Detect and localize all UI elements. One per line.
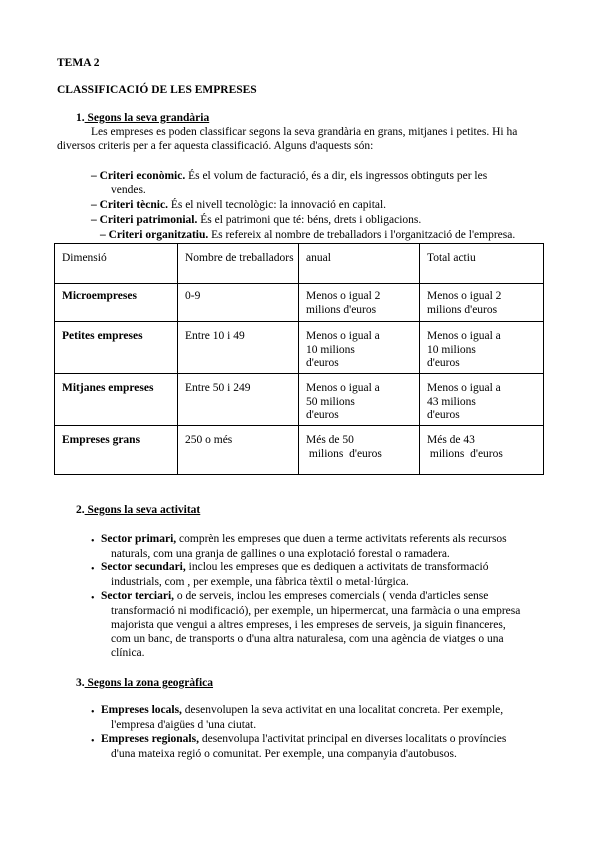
table-cell-actiu <box>420 426 544 475</box>
cell-line: Menos o igual a <box>427 382 501 394</box>
item-text: inclou les empreses que es dediquen a activitats de transformació <box>185 561 489 573</box>
item-text: o de serveis, inclou les empreses comercials ( venda d'articles sense <box>174 590 489 602</box>
table-cell-actiu <box>420 374 544 426</box>
criterion-term: Criteri tècnic. <box>99 199 168 211</box>
item-text: desenvolupa l'activitat principal en diverses localitats o províncies <box>198 733 507 745</box>
table-row <box>55 284 544 322</box>
table-header-cell: anual <box>299 244 420 284</box>
item-text-cont: l'empresa d'aigües d 'una ciutat. <box>111 719 257 731</box>
item-text-cont: transformació ni modificació), per exemple, un hipermercat, una farmàcia o una empresa <box>111 605 521 617</box>
criterion-text: Es refereix al nombre de treballadors i l'organització de l'empresa. <box>208 229 516 241</box>
bullet-icon: • <box>91 536 95 547</box>
item-term: Empreses regionals, <box>101 733 199 745</box>
cell-line: milions d'euros <box>427 447 503 460</box>
section3-title: Segons la zona geogràfica <box>84 677 214 689</box>
criterion-organizational <box>100 229 515 243</box>
table-cell-actiu <box>420 322 544 374</box>
table-header-cell: Nombre de treballadors <box>178 244 299 284</box>
criterion-dash: – <box>91 199 97 211</box>
bullet-icon: • <box>91 593 95 604</box>
criterion-dash: – <box>91 170 97 182</box>
cell-line: Menos o igual 2 <box>306 290 381 302</box>
criterion-text: És el nivell tecnològic: la innovació en capital. <box>167 199 387 211</box>
cell-line: 43 milions <box>427 395 476 408</box>
table-cell-workers: 0-9 <box>178 284 299 322</box>
section2-title: Segons la seva activitat <box>84 504 201 516</box>
cell-line: 10 milions <box>427 343 476 356</box>
table-cell-actiu <box>420 284 544 322</box>
table-row <box>55 426 544 475</box>
table-header-cell: Dimensió <box>55 244 178 284</box>
tema-label: TEMA 2 <box>57 57 100 69</box>
section1-intro-line2: diversos criteris per a fer aquesta classificació. Alguns d'aquests són: <box>57 140 374 152</box>
item-text-cont: industrials, com , per exemple, una fàbrica tèxtil o metal·lúrgica. <box>111 576 409 588</box>
table-cell-dimension: Mitjanes empreses <box>55 374 178 426</box>
section3-heading <box>76 677 213 691</box>
cell-line: 10 milions <box>306 343 355 356</box>
section3-number: 3. <box>76 677 85 689</box>
criterion-technical <box>91 199 386 213</box>
list-item <box>101 561 489 575</box>
section1-title: Segons la seva grandària <box>84 112 210 124</box>
cell-line: Menos o igual 2 <box>427 290 502 302</box>
section1-intro-line1: Les empreses es poden classificar segons la seva grandària en grans, mitjanes i petites. Hi ha <box>91 126 518 138</box>
item-text: comprèn les empreses que duen a terme activitats referents als recursos <box>176 533 507 545</box>
criterion-economic-cont: vendes. <box>111 184 146 196</box>
section2-number: 2. <box>76 504 85 516</box>
item-text-cont: majorista que vengui a altres empreses, i les empreses de serveis, ja siguin financeres, <box>111 619 506 631</box>
item-text-cont: com un banc, de transports o d'una altra naturalesa, com una agència de viatges o una <box>111 633 504 645</box>
table-cell-workers: 250 o més <box>178 426 299 475</box>
item-term: Sector terciari, <box>101 590 175 602</box>
cell-line: milions d'euros <box>306 303 377 316</box>
table-header-row <box>55 244 544 284</box>
cell-line: d'euros <box>306 357 339 369</box>
list-item <box>101 704 503 718</box>
list-item <box>101 533 507 547</box>
cell-line: Més de 50 <box>306 434 354 446</box>
cell-line: Menos o igual a <box>306 330 380 342</box>
table-cell-anual <box>299 284 420 322</box>
cell-line: Més de 43 <box>427 434 475 446</box>
bullet-icon: • <box>91 707 95 718</box>
table-cell-anual <box>299 426 420 475</box>
list-item <box>101 590 488 604</box>
criterion-text: És el volum de facturació, és a dir, els ingressos obtinguts per les <box>185 170 488 182</box>
item-text-cont: clínica. <box>111 647 145 659</box>
criterion-text: És el patrimoni que té: béns, drets i obligacions. <box>197 214 422 226</box>
criterion-term: Criteri econòmic. <box>99 170 186 182</box>
cell-line: d'euros <box>306 409 339 421</box>
section2-heading <box>76 504 200 518</box>
criterion-economic <box>91 170 487 184</box>
criterion-dash: – <box>91 214 97 226</box>
criterion-term: Criteri patrimonial. <box>99 214 198 226</box>
section1-number: 1. <box>76 112 85 124</box>
page-title: CLASSIFICACIÓ DE LES EMPRESES <box>57 84 257 96</box>
item-term: Sector primari, <box>101 533 177 545</box>
item-text: desenvolupen la seva activitat en una localitat concreta. Per exemple, <box>181 704 504 716</box>
cell-line: milions d'euros <box>427 303 498 316</box>
item-text-cont: naturals, com una granja de gallines o una explotació forestal o ramadera. <box>111 548 450 560</box>
table-cell-dimension: Petites empreses <box>55 322 178 374</box>
cell-line: Menos o igual a <box>427 330 501 342</box>
item-text-cont: d'una mateixa regió o comunitat. Per exemple, una companyia d'autobusos. <box>111 748 457 760</box>
size-classification-table <box>54 243 544 475</box>
cell-line: d'euros <box>427 409 460 421</box>
item-term: Empreses locals, <box>101 704 182 716</box>
table-cell-anual <box>299 374 420 426</box>
cell-line: d'euros <box>427 357 460 369</box>
cell-line: Menos o igual a <box>306 382 380 394</box>
table-cell-workers: Entre 50 i 249 <box>178 374 299 426</box>
section1-heading <box>76 112 209 126</box>
bullet-icon: • <box>91 564 95 575</box>
table-cell-workers: Entre 10 i 49 <box>178 322 299 374</box>
table-cell-anual <box>299 322 420 374</box>
table-row <box>55 322 544 374</box>
table-row <box>55 374 544 426</box>
criterion-patrimonial <box>91 214 421 228</box>
criterion-term: Criteri organitzatiu. <box>108 229 209 241</box>
table-header-cell: Total actiu <box>420 244 544 284</box>
list-item <box>101 733 506 747</box>
cell-line: milions d'euros <box>306 447 382 460</box>
cell-line: 50 milions <box>306 395 355 408</box>
table-cell-dimension: Microempreses <box>55 284 178 322</box>
bullet-icon: • <box>91 736 95 747</box>
criterion-dash: – <box>100 229 106 241</box>
item-term: Sector secundari, <box>101 561 186 573</box>
table-cell-dimension: Empreses grans <box>55 426 178 475</box>
